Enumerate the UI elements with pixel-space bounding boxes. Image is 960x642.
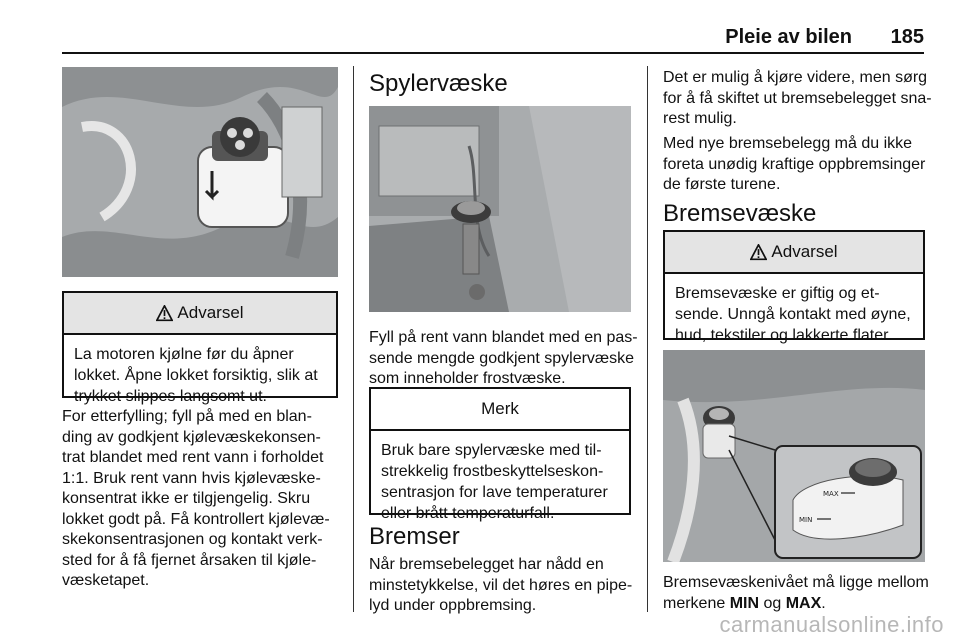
text-line: lokket. Åpne lokket forsiktig, slik at [74, 367, 318, 384]
text-line: trykket slippes langsomt ut. [74, 388, 267, 405]
text-line: væsketapet. [62, 572, 150, 589]
coolant-refill-paragraph [62, 407, 347, 592]
text-line: lokket godt på. Få kontrollert kjølevæ- [62, 510, 330, 528]
text-line: Bruk bare spylervæske med til- [381, 442, 602, 459]
text-line: Det er mulig å kjøre videre, men sørg [663, 69, 928, 86]
text-line: La motoren kjølne før du åpner [74, 346, 294, 363]
warning-title: Advarsel [771, 242, 838, 261]
min-label: MIN [729, 594, 760, 612]
warning-box [62, 291, 338, 405]
text-line: Bremsevæske er giftig og et- [675, 285, 880, 302]
note-header [371, 389, 629, 431]
text-line [663, 594, 943, 615]
text-line: minstetykkelse, vil det høres en pipe- [369, 576, 633, 594]
text-fragment: merkene [663, 594, 730, 612]
text-line: de første turene. [663, 176, 781, 193]
section-heading: Bremsevæske [663, 200, 817, 227]
text-fragment: . [821, 594, 826, 612]
note-text [371, 431, 629, 533]
brake-pads-paragraph [663, 68, 938, 130]
text-line: sentrasjon for lave temperaturer [381, 484, 608, 501]
section-title: Pleie av bilen [725, 26, 852, 48]
text-line: Med nye bremsebelegg må du ikke [663, 135, 913, 152]
text-line: eller brått temperaturfall. [381, 505, 555, 522]
warning-triangle-icon [156, 305, 173, 322]
text-line: sende. Unngå kontakt med øyne, [675, 306, 911, 323]
section-heading: Bremser [369, 523, 460, 550]
text-line: skekonsentrasjonen og kontakt verk- [62, 531, 323, 548]
text-line: rest mulig. [663, 110, 737, 127]
text-line: 1:1. Bruk rent vann hvis kjølevæske- [62, 469, 321, 487]
watermark: carmanualsonline.info [719, 612, 944, 637]
text-line: konsentrat ikke er tilgjengelig. Skru [62, 490, 311, 507]
text-line: lyd under oppbremsing. [369, 597, 537, 614]
warning-text [665, 274, 923, 355]
warning-triangle-icon [750, 244, 767, 261]
text-line: Når bremsebelegget har nådd en [369, 556, 604, 573]
column-divider [353, 66, 354, 612]
washer-fluid-paragraph [369, 328, 639, 390]
text-line: trat blandet med rent vann i forholdet [62, 449, 324, 466]
text-line: for å få skiftet ut bremsebelegget sna- [663, 89, 932, 107]
note-box [369, 387, 631, 522]
max-label: MAX [785, 594, 822, 612]
warning-box [663, 230, 925, 344]
brakes-paragraph [369, 555, 644, 617]
text-line: Fyll på rent vann blandet med en pas- [369, 329, 638, 346]
text-fragment: og [759, 594, 786, 612]
note-title: Merk [481, 399, 519, 418]
min-mark: MIN [799, 516, 813, 524]
text-line: foreta unødig kraftige oppbremsinger [663, 155, 926, 173]
max-mark: MAX [823, 490, 839, 498]
brake-fluid-level-paragraph [663, 573, 943, 614]
page-number: 185 [890, 26, 924, 48]
washer-fluid-reservoir-photo [369, 106, 631, 312]
text-line: For etterfylling; fyll på med en blan- [62, 408, 312, 425]
brake-fluid-reservoir-photo [663, 350, 925, 562]
text-line: sende mengde godkjent spylervæske [369, 349, 635, 367]
text-line: hud, tekstiler og lakkerte flater. [675, 327, 892, 344]
column-divider [647, 66, 648, 612]
warning-header [64, 293, 336, 335]
text-line: ding av godkjent kjølevæskekonsen- [62, 428, 321, 446]
coolant-reservoir-photo [62, 67, 338, 277]
section-heading: Spylervæske [369, 70, 508, 97]
warning-header [665, 232, 923, 274]
new-brake-pads-paragraph [663, 134, 938, 196]
text-line: Bremsevæskenivået må ligge mellom [663, 574, 929, 591]
text-line: strekkelig frostbeskyttelseskon- [381, 463, 604, 480]
text-line: som inneholder frostvæske. [369, 370, 566, 387]
warning-title: Advarsel [177, 303, 244, 322]
text-line: sted for å få fjernet årsaken til kjøle- [62, 551, 317, 569]
page-header [62, 22, 924, 54]
warning-text [64, 335, 336, 416]
